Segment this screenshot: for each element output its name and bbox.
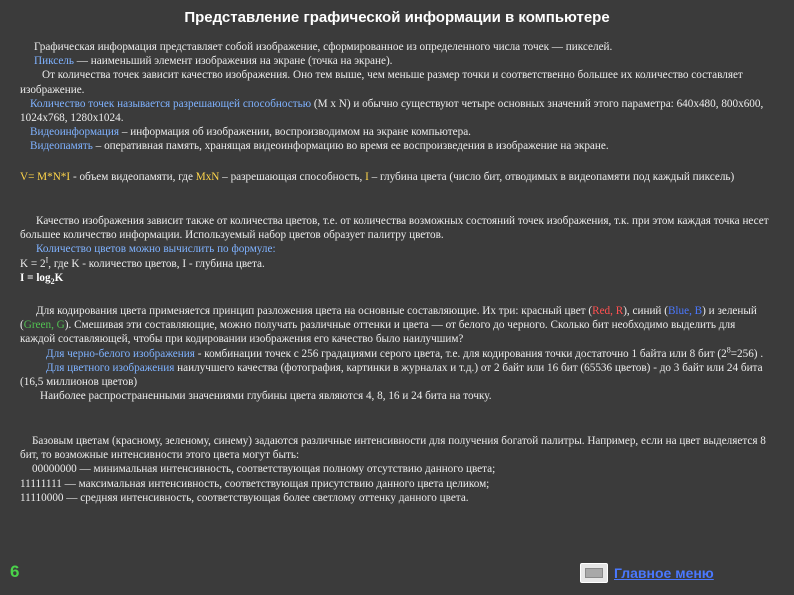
resolution-term: Количество точек называется разрешающей способностью: [30, 97, 312, 110]
formula-v: V= M*N*I: [20, 171, 71, 183]
intro-section: [20, 40, 772, 154]
k-formula-sup: I: [45, 254, 49, 264]
formula-v-line: [20, 170, 772, 184]
intro-p3: От количества точек зависит качество изображения. Оно тем выше, чем меньше размер точки и соответственно большее их количество составляет изображение.: [20, 69, 743, 96]
pixel-definition: — наименьший элемент изображения на экране (точка на экране).: [73, 55, 393, 68]
quality-section: [20, 214, 772, 285]
main-menu-label[interactable]: Главное меню: [614, 565, 714, 581]
red-label: Red, R: [592, 305, 624, 317]
quality-p2: Количество цветов можно вычислить по формуле:: [36, 243, 276, 256]
pixel-term: Пиксель: [34, 55, 74, 68]
menu-icon-bar: [585, 568, 603, 578]
videoinfo-text: – информация об изображении, воспроизводимом на экране компьютера.: [119, 126, 471, 139]
mxn-term: MxN: [195, 171, 220, 183]
k-formula-text: , где K - количество цветов, I - глубина цвета.: [48, 257, 265, 270]
menu-button-icon[interactable]: [580, 563, 608, 583]
intro-p5: [20, 125, 772, 139]
coding-bw: [20, 344, 772, 361]
bw-sup: 8: [726, 344, 731, 354]
videomemory-text: – оперативная память, хранящая видеоинформацию во время ее воспроизведения в изображение на экране.: [92, 140, 609, 153]
i-formula-line: [20, 271, 772, 285]
videoinfo-term: Видеоинформация: [30, 126, 120, 139]
bw-text1: - комбинации точек с 256 градациями серого цвета, т.е. для кодирования точки достаточно 1 байта или 8 бит (2: [194, 347, 727, 360]
intro-p1: Графическая информация представляет собой изображение, сформированное из определенного числа точек — пикселей.: [34, 41, 613, 53]
formula-v-text2: – разрешающая способность,: [219, 171, 366, 183]
i-formula-sub: 2: [50, 277, 55, 287]
color-term: Для цветного изображения: [46, 361, 175, 374]
i-formula: I = log: [20, 271, 51, 284]
blue-label: Blue, B: [667, 305, 703, 317]
i-formula-tail: K: [54, 271, 64, 284]
coding-p1d: ). Смешивая эти составляющие, можно получать различные оттенки и цвета — от белого до черного. Сколько бит необходимо выделить для каждой составляющей, чтобы при кодировании изображения его качество было наилучшим?: [20, 319, 736, 346]
coding-color: [20, 361, 772, 389]
coding-p1c: ) и зеленый (: [20, 305, 757, 332]
coding-depths: Наиболее распространенными значениями глубины цвета являются 4, 8, 16 и 24 бита на точку.: [40, 390, 492, 403]
coding-section: [20, 304, 772, 403]
i-term: I: [365, 171, 369, 183]
bw-text2: =256) .: [730, 347, 764, 360]
intro-p6: [20, 139, 772, 153]
bw-term: Для черно-белого изображения: [46, 347, 195, 360]
intensity-l2: 11111111 — максимальная интенсивность, соответствующая присутствию данного цвета целиком;: [20, 477, 490, 490]
k-formula-line: [20, 254, 772, 271]
formula-v-section: [20, 170, 772, 184]
slide-title: Представление графической информации в компьютере: [184, 9, 610, 26]
quality-p1: Качество изображения зависит также от количества цветов, т.е. от количества возможных состояний точек изображения, т.к. при этом каждая точка несет большее количество информации. Используемый набор цветов образует палитру цветов.: [20, 215, 769, 242]
resolution-text: (M x N) и обычно существуют четыре основных значений этого параметра: 640x480, 800x600, 1024x768, 1280x1024.: [20, 97, 764, 125]
coding-p1b: ), синий (: [623, 305, 668, 317]
intro-p4: [20, 97, 772, 125]
formula-v-text1: - объем видеопамяти, где: [70, 171, 196, 183]
intensity-p1: Базовым цветам (красному, зеленому, синему) задаются различные интенсивности для получения богатой палитры. Например, если на цвет выделяется 8 бит, то возможные интенсивности этого цвета могут быть:: [20, 435, 766, 462]
intro-p2: [20, 54, 772, 68]
coding-p1: [20, 304, 772, 347]
color-text: наилучшего качества (фотография, картинки в журналах и т.д.) от 2 байт или 16 бит (65536 цветов) - до 3 байт или 24 бита (16,5 миллионов цветов): [20, 361, 763, 389]
k-formula: K = 2: [20, 257, 46, 270]
formula-v-text3: – глубина цвета (число бит, отводимых в видеопамяти под каждый пиксель): [368, 171, 735, 183]
main-menu-link[interactable]: [580, 563, 714, 583]
green-label: Green, G: [23, 319, 65, 332]
intensity-section: [20, 434, 772, 505]
videomemory-term: Видеопамять: [30, 140, 93, 153]
coding-p1a: Для кодирования цвета применяется принцип разложения цвета на основные составляющие. Их три: красный цвет (: [36, 305, 593, 317]
intensity-l3: 11110000 — средняя интенсивность, соответствующая более светлому оттенку данного цвета.: [20, 491, 469, 504]
page-number: 6: [10, 562, 20, 581]
intensity-l1: 00000000 — минимальная интенсивность, соответствующая полному отсутствию данного цвета;: [32, 463, 496, 476]
